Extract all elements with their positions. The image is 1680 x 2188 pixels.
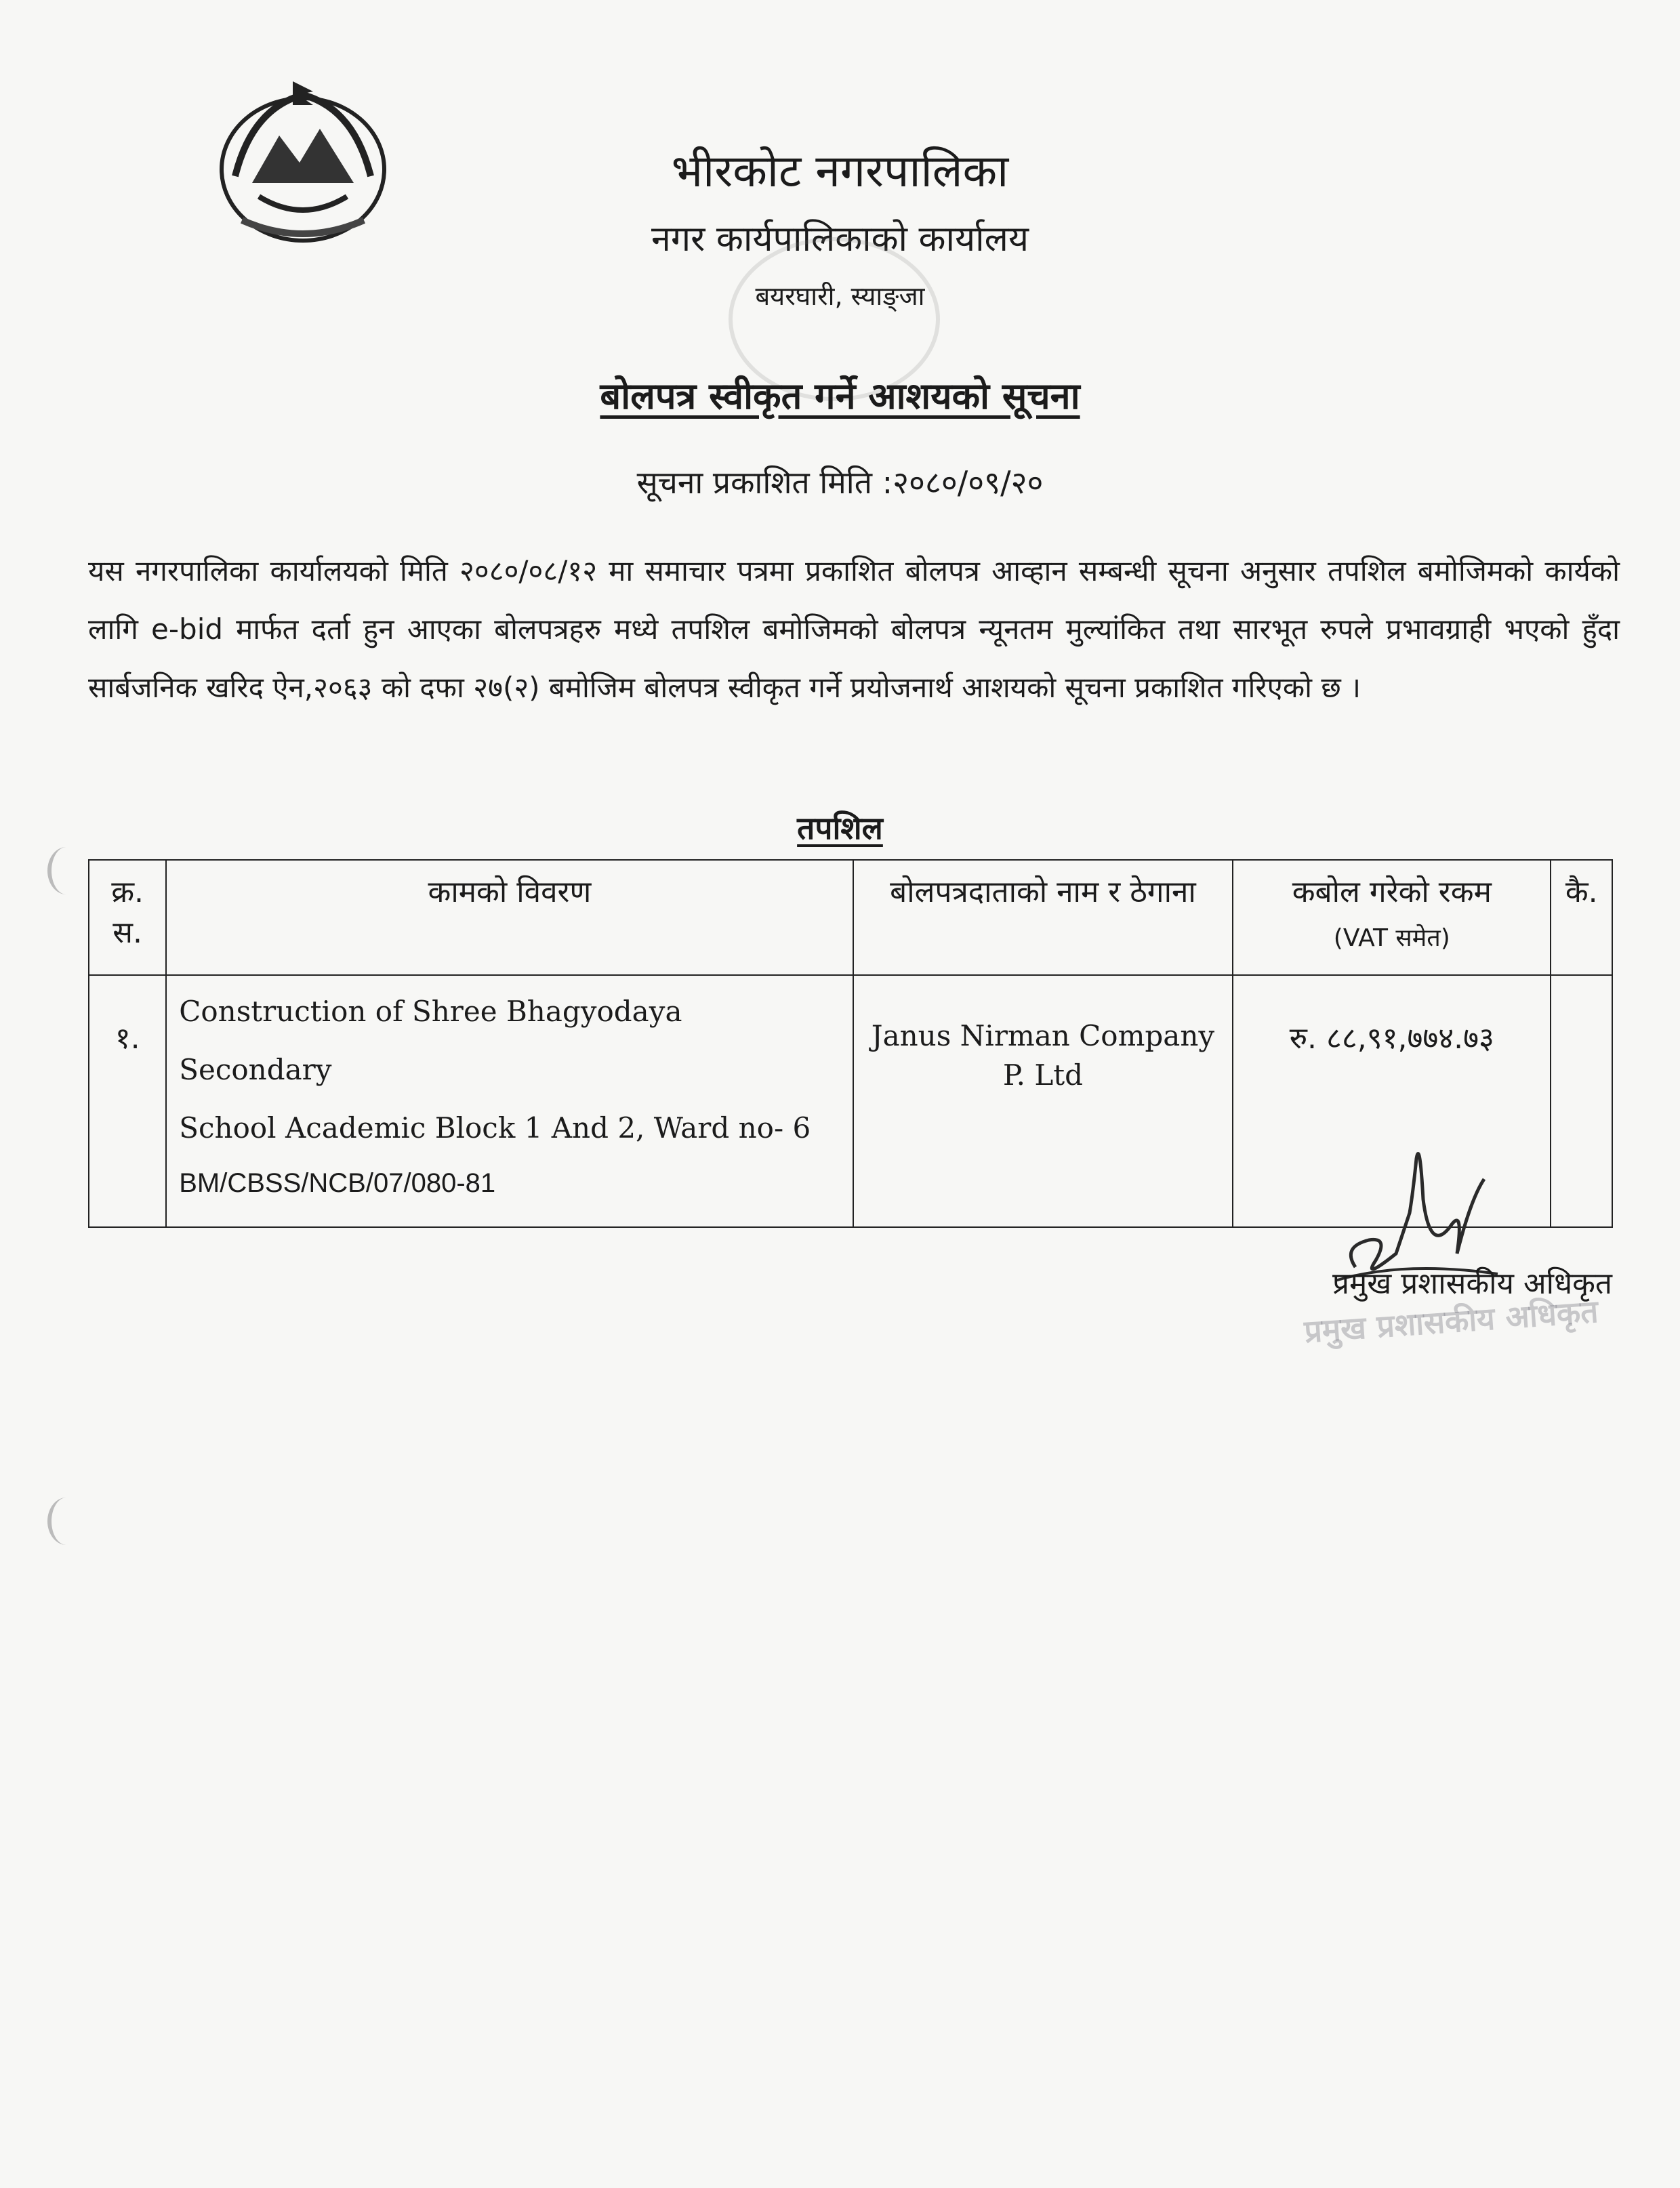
row-description bbox=[166, 975, 853, 1227]
row-remarks bbox=[1551, 975, 1612, 1227]
details-heading-text: तपशिल bbox=[797, 810, 883, 846]
header-amount-note: (VAT समेत) bbox=[1333, 924, 1450, 952]
office-address: बयरघारी, स्याङ्जा bbox=[755, 281, 925, 311]
punch-hole bbox=[47, 847, 85, 894]
header-description: कामको विवरण bbox=[166, 860, 853, 975]
signatory-stamp: प्रमुख प्रशासकीय अधिकृत bbox=[1303, 1292, 1600, 1350]
notice-title bbox=[0, 369, 1680, 419]
header-sn: क्र. स. bbox=[89, 860, 166, 975]
row-bidder: Janus Nirman Company P. Ltd bbox=[853, 975, 1233, 1227]
row-amount: रु. ८८,९१,७७४.७३ bbox=[1233, 975, 1551, 1227]
header-remarks: कै. bbox=[1551, 860, 1612, 975]
table-header-row bbox=[89, 860, 1612, 975]
published-date: सूचना प्रकाशित मिति :२०८०/०९/२० bbox=[636, 464, 1044, 501]
details-heading bbox=[0, 806, 1680, 848]
notice-body: यस नगरपालिका कार्यालयको मिति २०८०/०८/१२ मा समाचार पत्रमा प्रकाशित बोलपत्र आव्हान सम्बन्धी सूचना अनुसार तपशिल बमोजिमको कार्यको लागि e-bid मार्फत दर्ता हुन आएका बोलपत्रहरु मध्ये तपशिल बमोजिमको बोलपत्र न्यूनतम मुल्यांकित तथा सारभूत रुपले प्रभावग्राही भएको हुँदा सार्बजनिक खरिद ऐन,२०६३ को दफा २७(२) बमोजिम बोलपत्र स्वीकृत गर्ने प्रयोजनार्थ आशयको सूचना प्रकाशित गरिएको छ । bbox=[88, 554, 1620, 704]
office-name: नगर कार्यपालिकाको कार्यालय bbox=[651, 219, 1029, 260]
punch-hole bbox=[47, 1498, 85, 1545]
signatory-title: प्रमुख प्रशासकीय अधिकृत bbox=[1332, 1266, 1612, 1301]
row-sn: १. bbox=[89, 975, 166, 1227]
header-bidder: बोलपत्रदाताको नाम र ठेगाना bbox=[853, 860, 1233, 975]
row-description-line1: Construction of Shree Bhagyodaya Secondary bbox=[179, 995, 682, 1086]
notice-title-text: बोलपत्र स्वीकृत गर्ने आशयको सूचना bbox=[600, 375, 1080, 417]
row-description-line2: School Academic Block 1 And 2, Ward no- 6 bbox=[179, 1111, 811, 1144]
municipality-name: भीरकोट नगरपालिका bbox=[671, 145, 1009, 197]
row-description-code: BM/CBSS/NCB/07/080-81 bbox=[179, 1168, 496, 1198]
header-amount-label: कबोल गरेको रकम bbox=[1292, 875, 1492, 909]
header-amount bbox=[1233, 860, 1551, 975]
